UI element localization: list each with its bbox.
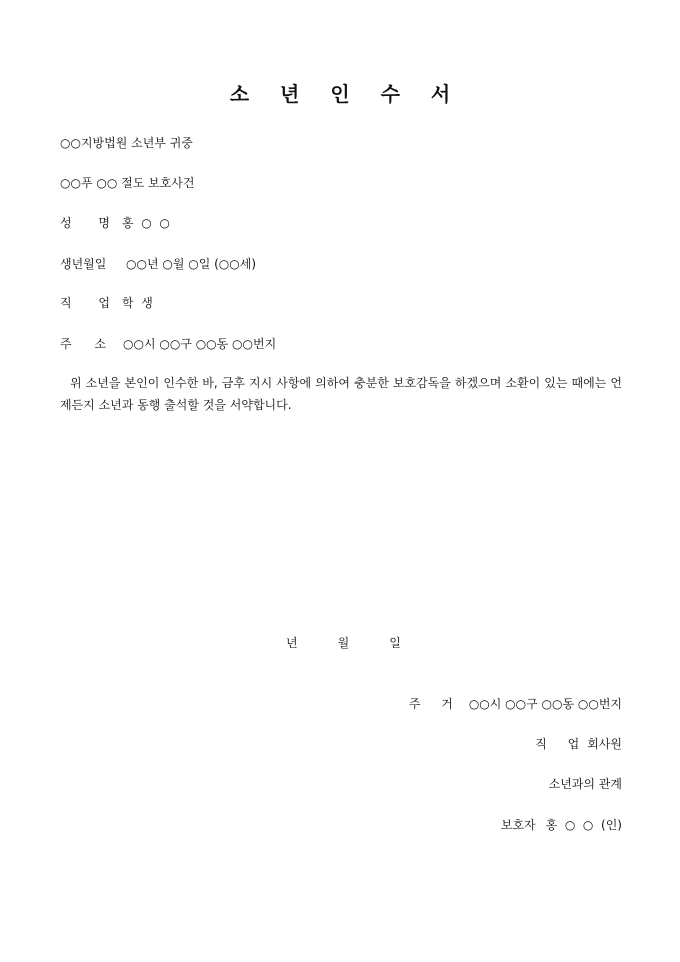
juvenile-name-value: 홍 ○ ○ (122, 216, 170, 230)
guardian-name-label: 보호자 (500, 818, 536, 832)
court-recipient: ○○지방법원 소년부 귀중 (60, 136, 193, 150)
juvenile-job-value: 학 생 (122, 296, 153, 310)
date-month: 월 (337, 636, 350, 650)
birth-label: 생년월일 (60, 257, 107, 271)
job-label-char-1: 직 (60, 296, 72, 310)
document-title: 소 년 인 수 서 (229, 82, 463, 106)
juvenile-address-value: ○○시 ○○구 ○○동 ○○번지 (123, 337, 277, 351)
pledge-statement: 위 소년을 본인이 인수한 바, 금후 지시 사항에 의하여 충분한 보호감독을 하겠으며 소환이 있는 때에는 언제든지 소년과 동행 출석할 것을 서약합니다. (60, 376, 622, 412)
juvenile-job-row (60, 294, 153, 311)
guardian-job-label-char-2: 업 (567, 737, 580, 751)
name-label-char-2: 명 (98, 216, 110, 230)
case-name: ○○푸 ○○ 절도 보호사건 (60, 176, 195, 190)
date-row (286, 634, 401, 651)
juvenile-address-row (60, 335, 276, 352)
guardian-relation-label: 소년과의 관계 (548, 777, 622, 791)
job-label-char-2: 업 (98, 296, 110, 310)
guardian-name-value: 홍 ○ ○ (인) (545, 818, 622, 832)
guardian-job-row (535, 735, 622, 752)
address-label-char-1: 주 (60, 337, 72, 351)
guardian-job-value: 회사원 (587, 737, 622, 751)
birth-value: ○○년 ○월 ○일 (○○세) (126, 257, 256, 271)
guardian-relation-row (549, 775, 622, 792)
date-year: 년 (286, 636, 298, 650)
guardian-residence-value: ○○시 ○○구 ○○동 ○○번지 (468, 697, 622, 711)
guardian-residence-row (409, 695, 622, 712)
date-day: 일 (389, 636, 401, 650)
juvenile-birth-row (60, 255, 256, 272)
name-label-char-1: 성 (60, 216, 72, 230)
address-label-char-2: 소 (94, 337, 106, 351)
guardian-name-row (501, 816, 622, 833)
residence-label-char-1: 주 (408, 697, 421, 711)
guardian-job-label-char-1: 직 (535, 737, 547, 751)
residence-label-char-2: 거 (441, 697, 453, 711)
juvenile-name-row (60, 214, 170, 231)
